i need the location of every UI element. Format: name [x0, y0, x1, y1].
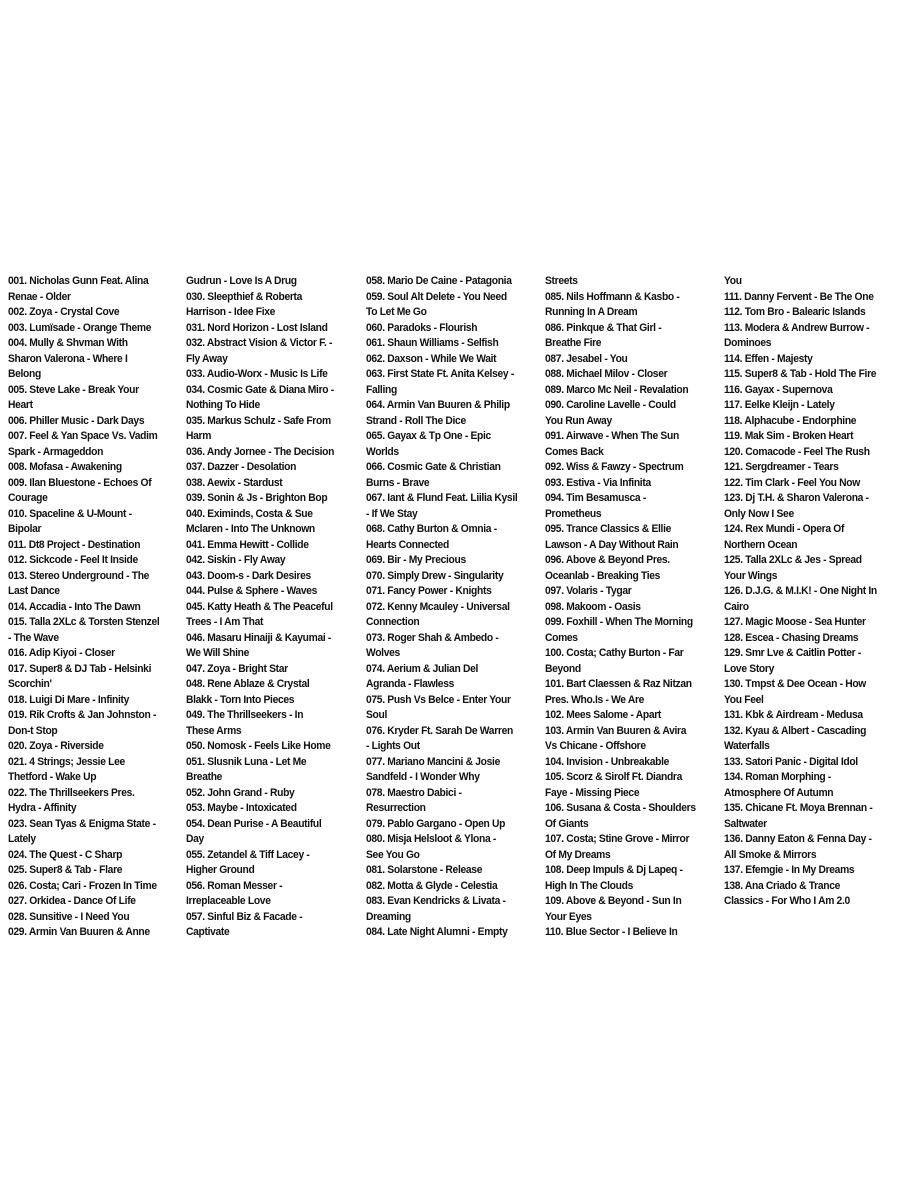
track-line: 136. Danny Eaton & Fenna Day -: [724, 833, 872, 845]
track-line: Of My Dreams: [545, 848, 611, 861]
track-line: 093. Estiva - Via Infinita: [545, 476, 651, 489]
track-line: 021. 4 Strings; Jessie Lee: [8, 755, 125, 768]
track-line: 100. Costa; Cathy Burton - Far: [545, 647, 684, 659]
track-line: 043. Doom-s - Dark Desires: [186, 569, 311, 582]
track-line: 135. Chicane Ft. Moya Brennan -: [724, 802, 873, 814]
track-line: 024. The Quest - C Sharp: [8, 848, 123, 861]
track-line: 013. Stereo Underground - The: [8, 569, 150, 582]
track-line: 018. Luigi Di Mare - Infinity: [8, 693, 130, 706]
track-line: 094. Tim Besamusca -: [545, 492, 646, 504]
track-line: Captivate: [186, 926, 230, 938]
track-line: 132. Kyau & Albert - Cascading: [724, 724, 867, 737]
track-line: 111. Danny Fervent - Be The One: [724, 290, 874, 303]
track-line: 042. Siskin - Fly Away: [186, 554, 286, 566]
track-line: 092. Wiss & Fawzy - Spectrum: [545, 461, 684, 473]
track-line: Sharon Valerona - Where I: [8, 352, 128, 365]
track-line: Wolves: [366, 647, 400, 659]
tracklist-column-2: [186, 274, 358, 941]
track-line: 075. Push Vs Belce - Enter Your: [366, 693, 511, 706]
track-line: 085. Nils Hoffmann & Kasbo -: [545, 290, 680, 303]
track-line: 138. Ana Criado & Trance: [724, 879, 841, 892]
track-line: 031. Nord Horizon - Lost Island: [186, 321, 328, 334]
tracklist-column-4: [545, 274, 717, 941]
track-line: 023. Sean Tyas & Enigma State -: [8, 817, 156, 830]
track-line: 053. Maybe - Intoxicated: [186, 802, 297, 814]
track-line: Breathe Fire: [545, 337, 602, 349]
track-line: Cairo: [724, 600, 749, 613]
track-line: Mclaren - Into The Unknown: [186, 523, 315, 535]
track-line: 097. Volaris - Tygar: [545, 585, 632, 597]
track-line: Spark - Armageddon: [8, 445, 104, 458]
track-line: 121. Sergdreamer - Tears: [724, 461, 839, 473]
track-line: 123. Dj T.H. & Sharon Valerona -: [724, 492, 869, 504]
track-line: 028. Sunsitive - I Need You: [8, 910, 130, 923]
track-line: Fly Away: [186, 352, 228, 365]
track-line: 081. Solarstone - Release: [366, 864, 483, 876]
track-line: 105. Scorz & Sirolf Ft. Diandra: [545, 771, 683, 783]
track-line: 036. Andy Jornee - The Decision: [186, 445, 335, 458]
track-line: 113. Modera & Andrew Burrow -: [724, 321, 870, 334]
track-line: 049. The Thrillseekers - In: [186, 709, 304, 721]
track-line: 002. Zoya - Crystal Cove: [8, 306, 120, 318]
track-line: 030. Sleepthief & Roberta: [186, 290, 303, 303]
track-line: Comes Back: [545, 445, 604, 458]
track-line: 082. Motta & Glyde - Celestia: [366, 879, 498, 892]
track-line: 047. Zoya - Bright Star: [186, 662, 288, 675]
track-line: 038. Aewix - Stardust: [186, 476, 283, 489]
track-line: We Will Shine: [186, 647, 250, 659]
tracklist-column-3: [366, 274, 538, 941]
track-line: 114. Effen - Majesty: [724, 352, 813, 365]
track-line: 091. Airwave - When The Sun: [545, 430, 679, 442]
track-line: 103. Armin Van Buuren & Avira: [545, 724, 687, 737]
track-line: 015. Talla 2XLc & Torsten Stenzel: [8, 616, 160, 628]
track-line: Harm: [186, 430, 212, 442]
track-line: 125. Talla 2XLc & Jes - Spread: [724, 554, 862, 566]
track-line: Connection: [366, 616, 420, 628]
track-line: 084. Late Night Alumni - Empty: [366, 926, 508, 938]
track-line: 006. Philler Music - Dark Days: [8, 414, 145, 427]
track-line: 004. Mully & Shvman With: [8, 337, 128, 349]
track-line: 048. Rene Ablaze & Crystal: [186, 678, 310, 690]
track-line: 020. Zoya - Riverside: [8, 740, 104, 752]
track-line: 128. Escea - Chasing Dreams: [724, 631, 859, 644]
track-line: 101. Bart Claessen & Raz Nitzan: [545, 678, 692, 690]
track-line: 063. First State Ft. Anita Kelsey -: [366, 368, 514, 380]
track-line: Only Now I See: [724, 507, 794, 520]
track-line: 122. Tim Clark - Feel You Now: [724, 476, 860, 489]
track-line: 106. Susana & Costa - Shoulders: [545, 802, 696, 814]
track-line: 087. Jesabel - You: [545, 352, 628, 365]
track-line: 001. Nicholas Gunn Feat. Alina: [8, 275, 149, 287]
track-line: Love Story: [724, 662, 774, 675]
track-line: 027. Orkidea - Dance Of Life: [8, 895, 136, 907]
track-line: Trees - I Am That: [186, 616, 264, 628]
track-line: 117. Eelke Kleijn - Lately: [724, 399, 835, 411]
track-line: 074. Aerium & Julian Del: [366, 662, 479, 675]
track-line: 037. Dazzer - Desolation: [186, 461, 297, 473]
track-line: - If We Stay: [366, 507, 418, 520]
track-line: 066. Cosmic Gate & Christian: [366, 461, 501, 473]
track-line: Scorchin': [8, 678, 52, 690]
track-line: 131. Kbk & Airdream - Medusa: [724, 709, 863, 721]
track-line: 007. Feel & Yan Space Vs. Vadim: [8, 430, 158, 442]
track-line: High In The Clouds: [545, 879, 633, 892]
track-line: 008. Mofasa - Awakening: [8, 461, 122, 473]
track-line: 068. Cathy Burton & Omnia -: [366, 523, 497, 535]
track-line: 109. Above & Beyond - Sun In: [545, 895, 682, 907]
track-line: 051. Slusnik Luna - Let Me: [186, 755, 307, 768]
track-line: 046. Masaru Hinaiji & Kayumai -: [186, 631, 332, 644]
track-line: 099. Foxhill - When The Morning: [545, 616, 693, 628]
track-line: 003. Lumïsade - Orange Theme: [8, 321, 152, 334]
track-line: Nothing To Hide: [186, 399, 260, 411]
track-line: 060. Paradoks - Flourish: [366, 321, 478, 334]
track-line: 062. Daxson - While We Wait: [366, 352, 497, 365]
track-line: 098. Makoom - Oasis: [545, 600, 641, 613]
track-line: Day: [186, 833, 204, 845]
track-line: Hydra - Affinity: [8, 802, 77, 814]
track-line: You Feel: [724, 693, 764, 706]
track-line: Renae - Older: [8, 290, 71, 303]
track-line: 065. Gayax & Tp One - Epic: [366, 430, 491, 442]
track-line: Faye - Missing Piece: [545, 786, 640, 799]
track-line: Irreplaceable Love: [186, 895, 271, 907]
track-line: Strand - Roll The Dice: [366, 414, 466, 427]
track-line: 127. Magic Moose - Sea Hunter: [724, 616, 866, 628]
track-line: 102. Mees Salome - Apart: [545, 709, 662, 721]
track-line: 130. Tmpst & Dee Ocean - How: [724, 678, 866, 690]
track-line: Harrison - Idee Fixe: [186, 306, 276, 318]
track-line: 069. Bir - My Precious: [366, 554, 466, 566]
track-line: 041. Emma Hewitt - Collide: [186, 538, 309, 551]
track-line: 112. Tom Bro - Balearic Islands: [724, 306, 866, 318]
track-line: 124. Rex Mundi - Opera Of: [724, 523, 845, 535]
track-line: These Arms: [186, 724, 242, 737]
track-line: Your Wings: [724, 569, 778, 582]
track-line: Beyond: [545, 662, 581, 675]
track-line: Belong: [8, 368, 41, 380]
track-line: Higher Ground: [186, 864, 255, 876]
track-line: 086. Pinkque & That Girl -: [545, 321, 662, 334]
track-line: 058. Mario De Caine - Patagonia: [366, 275, 512, 287]
track-line: Worlds: [366, 445, 399, 458]
track-line: 005. Steve Lake - Break Your: [8, 383, 139, 396]
track-line: 107. Costa; Stine Grove - Mirror: [545, 833, 690, 845]
track-line: 032. Abstract Vision & Victor F. -: [186, 337, 333, 349]
track-line: 104. Invision - Unbreakable: [545, 755, 670, 768]
track-line: 119. Mak Sim - Broken Heart: [724, 430, 854, 442]
track-line: 070. Simply Drew - Singularity: [366, 569, 504, 582]
track-line: 076. Kryder Ft. Sarah De Warren: [366, 724, 513, 737]
track-line: 059. Soul Alt Delete - You Need: [366, 290, 507, 303]
track-line: 040. Eximinds, Costa & Sue: [186, 507, 313, 520]
track-line: 011. Dt8 Project - Destination: [8, 538, 141, 551]
track-line: 133. Satori Panic - Digital Idol: [724, 755, 858, 768]
track-line: 108. Deep Impuls & Dj Lapeq -: [545, 864, 683, 876]
track-line: Heart: [8, 399, 33, 411]
track-line: Falling: [366, 383, 397, 396]
track-line: You: [724, 275, 742, 287]
track-line: Agranda - Flawless: [366, 678, 455, 690]
track-line: Classics - For Who I Am 2.0: [724, 895, 850, 907]
track-line: 129. Smr Lve & Caitlin Potter -: [724, 647, 862, 659]
track-line: Breathe: [186, 771, 223, 783]
track-line: 012. Sickcode - Feel It Inside: [8, 554, 138, 566]
track-line: 044. Pulse & Sphere - Waves: [186, 585, 318, 597]
track-line: Soul: [366, 709, 388, 721]
track-line: 025. Super8 & Tab - Flare: [8, 864, 123, 876]
track-line: 034. Cosmic Gate & Diana Miro -: [186, 383, 334, 396]
track-line: 010. Spaceline & U-Mount -: [8, 507, 132, 520]
track-line: All Smoke & Mirrors: [724, 848, 817, 861]
track-line: 067. Iant & Flund Feat. Liilia Kysil: [366, 492, 518, 504]
track-line: Streets: [545, 275, 578, 287]
track-line: 061. Shaun Williams - Selfish: [366, 337, 499, 349]
track-line: 045. Katty Heath & The Peaceful: [186, 600, 333, 613]
track-line: 116. Gayax - Supernova: [724, 383, 833, 396]
track-line: 080. Misja Helsloot & Ylona -: [366, 833, 497, 845]
track-line: 115. Super8 & Tab - Hold The Fire: [724, 368, 877, 380]
track-line: 022. The Thrillseekers Pres.: [8, 786, 135, 799]
track-line: 052. John Grand - Ruby: [186, 786, 295, 799]
track-line: Don-t Stop: [8, 724, 58, 737]
track-line: Atmosphere Of Autumn: [724, 786, 834, 799]
track-line: 096. Above & Beyond Pres.: [545, 554, 670, 566]
track-line: 095. Trance Classics & Ellie: [545, 523, 672, 535]
track-line: Comes: [545, 631, 578, 644]
track-line: 026. Costa; Cari - Frozen In Time: [8, 879, 157, 892]
track-line: 072. Kenny Mcauley - Universal: [366, 600, 510, 613]
track-line: Your Eyes: [545, 910, 592, 923]
track-line: To Let Me Go: [366, 306, 427, 318]
track-line: Oceanlab - Breaking Ties: [545, 569, 661, 582]
track-line: 019. Rik Crofts & Jan Johnston -: [8, 709, 157, 721]
track-line: - The Wave: [8, 631, 59, 644]
track-line: Lately: [8, 833, 36, 845]
track-line: 014. Accadia - Into The Dawn: [8, 600, 141, 613]
track-line: Vs Chicane - Offshore: [545, 740, 646, 752]
tracklist-column-5: [724, 274, 896, 910]
track-line: See You Go: [366, 848, 420, 861]
track-line: Pres. Who.Is - We Are: [545, 693, 645, 706]
track-line: Northern Ocean: [724, 538, 798, 551]
track-line: 126. D.J.G. & M.I.K! - One Night In: [724, 585, 877, 597]
track-line: 134. Roman Morphing -: [724, 771, 832, 783]
track-line: Prometheus: [545, 507, 602, 520]
track-line: 050. Nomosk - Feels Like Home: [186, 740, 331, 752]
track-line: 033. Audio-Worx - Music Is Life: [186, 368, 328, 380]
track-line: Lawson - A Day Without Rain: [545, 538, 679, 551]
track-line: 009. Ilan Bluestone - Echoes Of: [8, 476, 152, 489]
track-line: Gudrun - Love Is A Drug: [186, 275, 297, 287]
track-line: - Lights Out: [366, 740, 420, 752]
track-line: 016. Adip Kiyoi - Closer: [8, 647, 115, 659]
track-line: 077. Mariano Mancini & Josie: [366, 755, 500, 768]
track-line: Last Dance: [8, 585, 60, 597]
track-line: Thetford - Wake Up: [8, 771, 97, 783]
track-line: Bipolar: [8, 523, 42, 535]
track-line: 118. Alphacube - Endorphine: [724, 414, 857, 427]
tracklist-column-1: [8, 274, 180, 941]
track-line: 120. Comacode - Feel The Rush: [724, 445, 870, 458]
track-line: Running In A Dream: [545, 306, 638, 318]
track-line: Of Giants: [545, 817, 589, 830]
track-line: 039. Sonin & Js - Brighton Bop: [186, 492, 328, 504]
track-line: 079. Pablo Gargano - Open Up: [366, 817, 506, 830]
track-line: 029. Armin Van Buuren & Anne: [8, 926, 150, 938]
track-line: 056. Roman Messer -: [186, 879, 283, 892]
track-line: 064. Armin Van Buuren & Philip: [366, 399, 510, 411]
track-line: 137. Efemgie - In My Dreams: [724, 864, 855, 876]
track-line: Blakk - Torn Into Pieces: [186, 693, 295, 706]
track-line: 035. Markus Schulz - Safe From: [186, 414, 331, 427]
track-line: 073. Roger Shah & Ambedo -: [366, 631, 499, 644]
track-line: Sandfeld - I Wonder Why: [366, 771, 480, 783]
tracklist: [8, 274, 892, 946]
track-line: 055. Zetandel & Tiff Lacey -: [186, 848, 310, 861]
track-line: 078. Maestro Dabici -: [366, 786, 462, 799]
track-line: Dominoes: [724, 337, 772, 349]
track-line: You Run Away: [545, 414, 612, 427]
track-line: Waterfalls: [724, 740, 770, 752]
track-line: 057. Sinful Biz & Facade -: [186, 910, 303, 923]
track-line: 110. Blue Sector - I Believe In: [545, 926, 678, 938]
track-line: 089. Marco Mc Neil - Revalation: [545, 383, 689, 396]
track-line: Hearts Connected: [366, 538, 449, 551]
track-line: Saltwater: [724, 817, 767, 830]
track-line: 083. Evan Kendricks & Livata -: [366, 895, 506, 907]
track-line: 090. Caroline Lavelle - Could: [545, 399, 676, 411]
track-line: Courage: [8, 492, 48, 504]
track-line: 088. Michael Milov - Closer: [545, 368, 668, 380]
track-line: 017. Super8 & DJ Tab - Helsinki: [8, 662, 152, 675]
track-line: Burns - Brave: [366, 476, 430, 489]
track-line: Resurrection: [366, 802, 426, 814]
track-line: 054. Dean Purise - A Beautiful: [186, 817, 322, 830]
track-line: 071. Fancy Power - Knights: [366, 585, 492, 597]
track-line: Dreaming: [366, 910, 411, 923]
